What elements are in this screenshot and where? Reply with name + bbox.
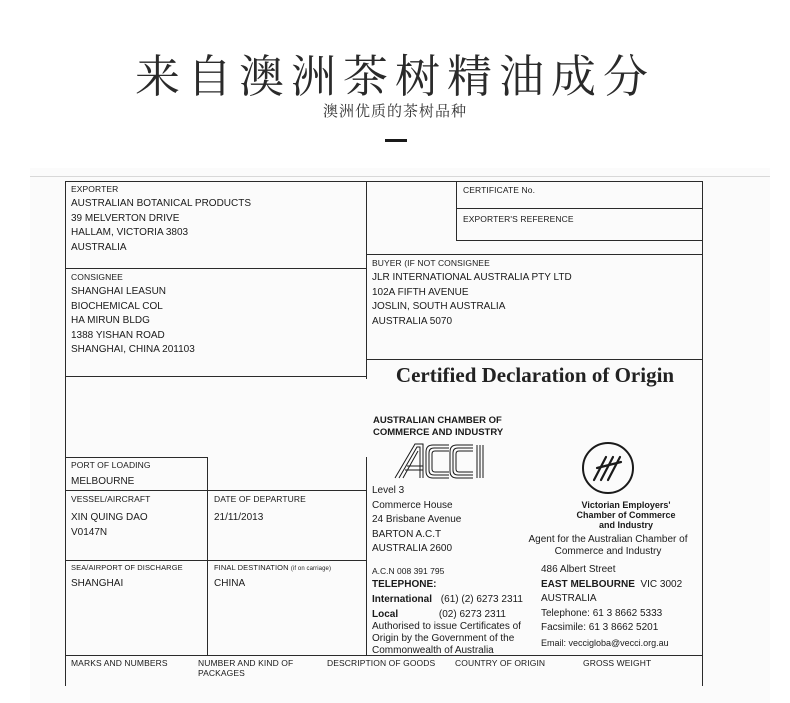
vecci-address: 486 Albert Street EAST MELBOURNE VIC 3002 AUSTRALIA Telephone: 61 3 8662 5333 Facsimile: 61 3 8662 5201 Email: veccigloba@vecci.org.au bbox=[541, 564, 683, 648]
col-packages: NUMBER AND KIND OF PACKAGES bbox=[198, 658, 294, 678]
exporter-label: EXPORTER bbox=[71, 184, 119, 194]
consignee-line: 1388 YISHAN ROAD bbox=[71, 329, 165, 341]
consignee-line: HA MIRUN BLDG bbox=[71, 315, 150, 326]
consignee-label: CONSIGNEE bbox=[71, 272, 123, 282]
date-of-departure-value: 21/11/2013 bbox=[214, 512, 264, 523]
port-of-loading-label: PORT OF LOADING bbox=[71, 460, 151, 470]
buyer-line: JOSLIN, SOUTH AUSTRALIA bbox=[372, 301, 506, 312]
date-of-departure-label: DATE OF DEPARTURE bbox=[214, 494, 306, 504]
buyer-line: JLR INTERNATIONAL AUSTRALIA PTY LTD bbox=[372, 272, 572, 283]
acci-acn: A.C.N 008 391 795 bbox=[372, 566, 445, 576]
exporter-value bbox=[71, 197, 251, 255]
col-weight: GROSS WEIGHT bbox=[583, 658, 652, 668]
vecci-logo-graphic bbox=[580, 440, 636, 496]
acci-address: Level 3 Commerce House 24 Brisbane Avenue BARTON A.C.T AUSTRALIA 2600 bbox=[372, 485, 462, 554]
certificate-no-label: CERTIFICATE No. bbox=[463, 185, 536, 195]
buyer-line: 102A FIFTH AVENUE bbox=[372, 286, 469, 298]
col-description: DESCRIPTION OF GOODS bbox=[327, 658, 436, 668]
vessel-value: XIN QUING DAO V0147N bbox=[71, 512, 148, 538]
telephone-international: International (61) (2) 6273 2311 bbox=[372, 594, 523, 605]
seaport-label: SEA/AIRPORT OF DISCHARGE bbox=[71, 563, 183, 572]
col-country: COUNTRY OF ORIGIN bbox=[455, 658, 546, 668]
acci-logo-graphic bbox=[393, 442, 489, 480]
exporter-line: 39 MELVERTON DRIVE bbox=[71, 212, 180, 224]
buyer-value bbox=[372, 271, 572, 329]
vessel-label: VESSEL/AIRCRAFT bbox=[71, 494, 151, 504]
page-subtitle: 澳洲优质的茶树品种 bbox=[322, 102, 467, 120]
buyer-label: BUYER (IF NOT CONSIGNEE bbox=[372, 258, 490, 268]
authorised-statement: Authorised to issue Certificates of Origin by the Government of the Commonwealth of Australia bbox=[372, 621, 521, 656]
exporter-line: HALLAM, VICTORIA 3803 bbox=[71, 227, 189, 238]
exporter-line: AUSTRALIA bbox=[71, 241, 127, 253]
certificate-title: Certified Declaration of Origin bbox=[395, 363, 675, 387]
scan-edge bbox=[30, 176, 770, 177]
page-title: 来自澳洲茶树精油成分 bbox=[134, 50, 655, 103]
vecci-name: Victorian Employers' Chamber of Commerce and Industry bbox=[576, 500, 676, 530]
consignee-value bbox=[71, 285, 195, 358]
title-divider bbox=[385, 139, 407, 142]
exporter-line: AUSTRALIAN BOTANICAL PRODUCTS bbox=[71, 198, 252, 209]
final-destination-value: CHINA bbox=[214, 578, 246, 589]
acci-heading: AUSTRALIAN CHAMBER OF COMMERCE AND INDUSTRY bbox=[373, 415, 504, 438]
vecci-logo bbox=[580, 440, 636, 500]
consignee-line: BIOCHEMICAL COL bbox=[71, 300, 163, 312]
acci-logo bbox=[393, 442, 489, 484]
consignee-line: SHANGHAI, CHINA 201103 bbox=[71, 344, 195, 355]
col-marks: MARKS AND NUMBERS bbox=[71, 658, 168, 668]
vecci-agent: Agent for the Australian Chamber of Commerce and Industry bbox=[528, 534, 688, 557]
port-of-loading-value: MELBOURNE bbox=[71, 476, 135, 487]
telephone-label: TELEPHONE: bbox=[372, 579, 437, 590]
buyer-line: AUSTRALIA 5070 bbox=[372, 315, 453, 327]
consignee-line: SHANGHAI LEASUN bbox=[71, 286, 167, 297]
seaport-value: SHANGHAI bbox=[71, 578, 124, 589]
exporters-reference-label: EXPORTER'S REFERENCE bbox=[463, 214, 574, 224]
final-destination-label: FINAL DESTINATION (if on carriage) bbox=[214, 563, 332, 572]
telephone-local: Local (02) 6273 2311 bbox=[372, 609, 506, 620]
